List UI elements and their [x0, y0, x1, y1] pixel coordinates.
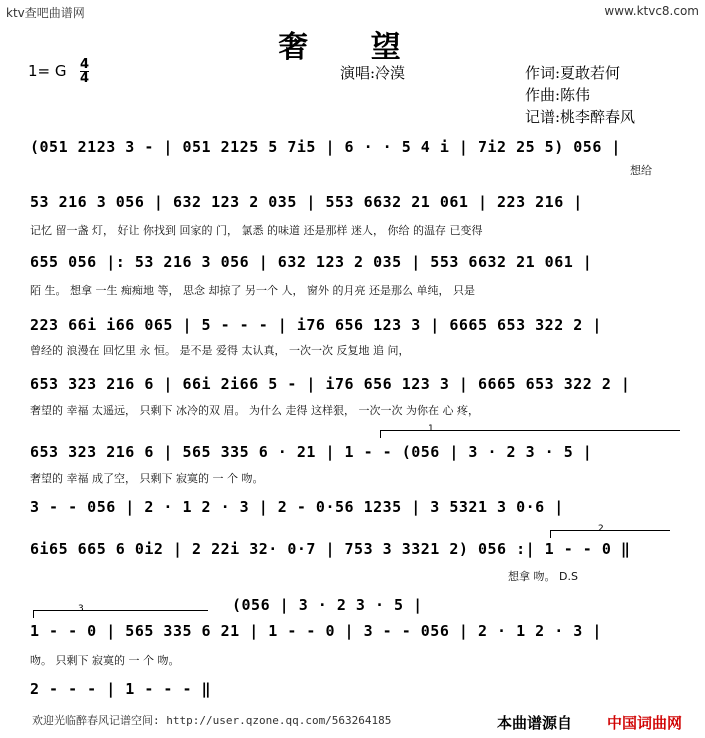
lyric-row-1: 想给: [630, 164, 652, 177]
lyricist: 作词:夏敢若何: [525, 64, 621, 82]
score-row-1: (051 2123 3 - | 051 2125 5 7i5 | 6 · · 5 4 i | 7i2 25 5) 056 |: [30, 138, 621, 156]
lyric-row-4: 曾经的 浪漫在 回忆里 永 恒。 是不是 爱得 太认真， 一次一次 反复地 追 问，: [30, 344, 410, 357]
time-sig-top: 4: [80, 57, 90, 72]
transcriber: 记谱:桃李醉春风: [525, 108, 636, 126]
volta-bracket-2: [550, 530, 670, 531]
volta-bracket-3: [33, 610, 208, 611]
lyric-row-8: 想拿 吻。 D.S: [508, 570, 578, 583]
time-sig-bottom: 4: [80, 71, 90, 86]
lyric-row-3: 陌 生。 想拿 一生 痴痴地 等， 思念 却掠了 另一个 人， 窗外 的月亮 还是那么 单纯， 只是: [30, 284, 475, 297]
score-row-10: 2 - - - | 1 - - - ‖: [30, 680, 212, 698]
row-9-prefix: (056 | 3 · 2 3 · 5 |: [232, 596, 423, 614]
song-title: 奢 望: [278, 30, 427, 65]
score-row-4: 223 66i i66 065 | 5 - - - | i76 656 123 3 | 6665 653 322 2 |: [30, 316, 602, 334]
volta-label-2: 2: [598, 524, 604, 534]
volta-label-1: 1: [428, 424, 434, 434]
score-row-5: 653 323 216 6 | 66i 2i66 5 - | i76 656 123 3 | 6665 653 322 2 |: [30, 375, 631, 393]
score-row-7: 3 - - 056 | 2 · 1 2 · 3 | 2 - 0·56 1235 | 3 5321 3 0·6 |: [30, 498, 564, 516]
score-row-9: 1 - - 0 | 565 335 6 21 | 1 - - 0 | 3 - - 056 | 2 · 1 2 · 3 |: [30, 622, 602, 640]
score-row-8: 6i65 665 6 0i2 | 2 22i 32· 0·7 | 753 3 3321 2) 056 :| 1 - - 0 ‖: [30, 540, 631, 558]
time-signature: [80, 58, 89, 85]
footer-credit-source: 本曲谱源自: [497, 714, 573, 732]
lyric-row-5: 奢望的 幸福 太遥远， 只剩下 冰冷的双 眉。 为什么 走得 这样狠， 一次一次 为你在 心 疼，: [30, 404, 479, 417]
score-row-2: 53 216 3 056 | 632 123 2 035 | 553 6632 21 061 | 223 216 |: [30, 193, 583, 211]
footer-visit-text: 欢迎光临醉春风记谱空间: http://user.qzone.qq.com/563264185: [32, 714, 392, 727]
lyric-row-6: 奢望的 幸福 成了空， 只剩下 寂寞的 一 个 吻。: [30, 472, 264, 485]
score-row-6: 653 323 216 6 | 565 335 6 · 21 | 1 - - (056 | 3 · 2 3 · 5 |: [30, 443, 593, 461]
volta-bracket-1: [380, 430, 680, 431]
lyric-row-2: 记忆 留一盏 灯， 好让 你找到 回家的 门， 氯悉 的味道 还是那样 迷人， 你给 的温存 已变得: [30, 224, 483, 237]
key-signature: 1= G: [28, 62, 67, 80]
volta-label-3: 3: [78, 604, 84, 614]
score-row-3: 655 056 |: 53 216 3 056 | 632 123 2 035 | 553 6632 21 061 |: [30, 253, 593, 271]
volta-bracket-2-left: [550, 530, 551, 538]
lyric-row-9: 吻。 只剩下 寂寞的 一 个 吻。: [30, 654, 180, 667]
volta-bracket-3-left: [33, 610, 34, 618]
site-url-left: ktv查吧曲谱网: [6, 6, 85, 20]
footer-credit-site: 中国词曲网: [607, 714, 683, 732]
volta-bracket-1-left: [380, 430, 381, 438]
site-url-right: www.ktvc8.com: [604, 4, 699, 18]
composer: 作曲:陈伟: [525, 86, 591, 104]
singer: 演唱:冷漠: [340, 64, 406, 82]
